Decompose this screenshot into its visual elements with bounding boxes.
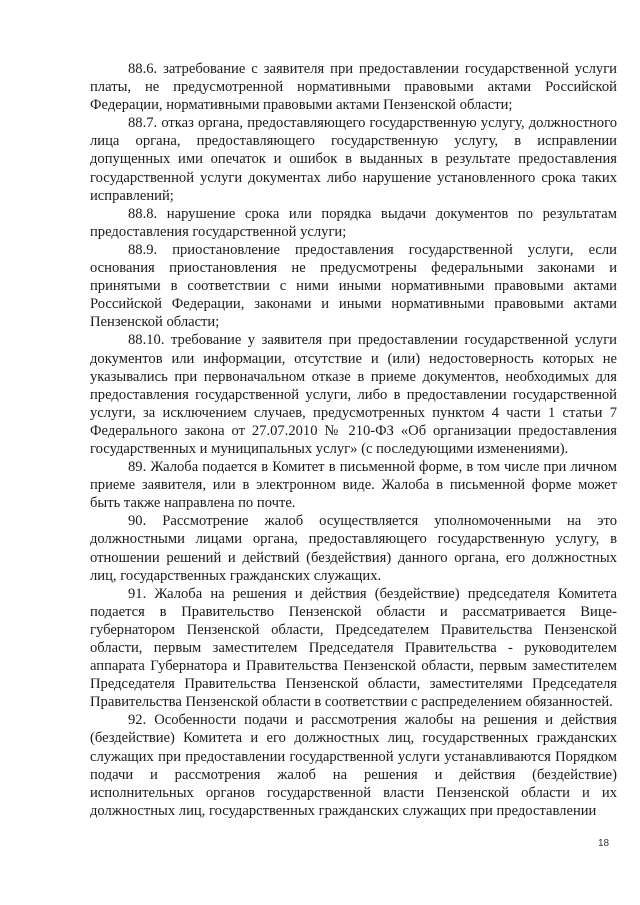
paragraph-92: 92. Особенности подачи и рассмотрения жалобы на решения и действия (бездействие) Комитета и его должностных лиц, государственных гражданских служащих при предоставлении государственной услуги устанавливаются Порядком подачи и рассмотрения жалоб на решения и действия (бездействие) исполнительных органов государственной власти Пензенской области и их должностных лиц, государственных гражданских служащих при предоставлении xyxy=(90,712,617,819)
paragraph-90: 90. Рассмотрение жалоб осуществляется уполномоченными на это должностными лицами органа, предоставляющего государственную услугу, в отношении решений и действий (бездействия) данного органа, его должностных лиц, государственных гражданских служащих. xyxy=(90,513,617,584)
paragraph-88-6: 88.6. затребование с заявителя при предоставлении государственной услуги платы, не предусмотренной нормативными правовыми актами Российской Федерации, нормативными правовыми актами Пензенской области; xyxy=(90,61,617,114)
document-body xyxy=(90,60,617,820)
paragraph-91: 91. Жалоба на решения и действия (бездействие) председателя Комитета подается в Правительство Пензенской области и рассматривается Вице-губернатором Пензенской области, Председателем Правительства Пензенской области, первым заместителем Председателя Правительства - руководителем аппарата Губернатора и Правительства Пензенской области, первым заместителем Председателя Правительства Пензенской области, заместителями Председателя Правительства Пензенской области в соответствии с распределением обязанностей. xyxy=(90,585,617,711)
paragraph-88-7: 88.7. отказ органа, предоставляющего государственную услугу, должностного лица органа, предоставляющего государственную услугу, в исправлении допущенных ими опечаток и ошибок в выданных в результате предоставления государственной услуги документах либо нарушение установленного срока таких исправлений; xyxy=(90,115,617,204)
paragraph-89: 89. Жалоба подается в Комитет в письменной форме, в том числе при личном приеме заявителя, или в электронном виде. Жалоба в письменной форме может быть также направлена по почте. xyxy=(90,459,617,512)
page-number: 18 xyxy=(598,838,610,849)
paragraph-88-9: 88.9. приостановление предоставления государственной услуги, если основания приостановления не предусмотрены федеральными законами и принятыми в соответствии с ними иными нормативными правовыми актами Российской Федерации, законами и иными нормативными правовыми актами Пензенской области; xyxy=(90,241,617,331)
paragraph-88-8: 88.8. нарушение срока или порядка выдачи документов по результатам предоставления государственной услуги; xyxy=(90,205,617,240)
paragraph-88-10: 88.10. требование у заявителя при предоставлении государственной услуги документов или информации, отсутствие и (или) недостоверность которых не указывались при первоначальном отказе в приеме документов, необходимых для предоставления государственной услуги, либо в предоставлении государственной услуги, за исключением случаев, предусмотренных пунктом 4 части 1 статьи 7 Федерального закона от 27.07.2010 № 210-ФЗ «Об организации предоставления государственных и муниципальных услуг» (с последующими изменениями). xyxy=(90,332,617,457)
